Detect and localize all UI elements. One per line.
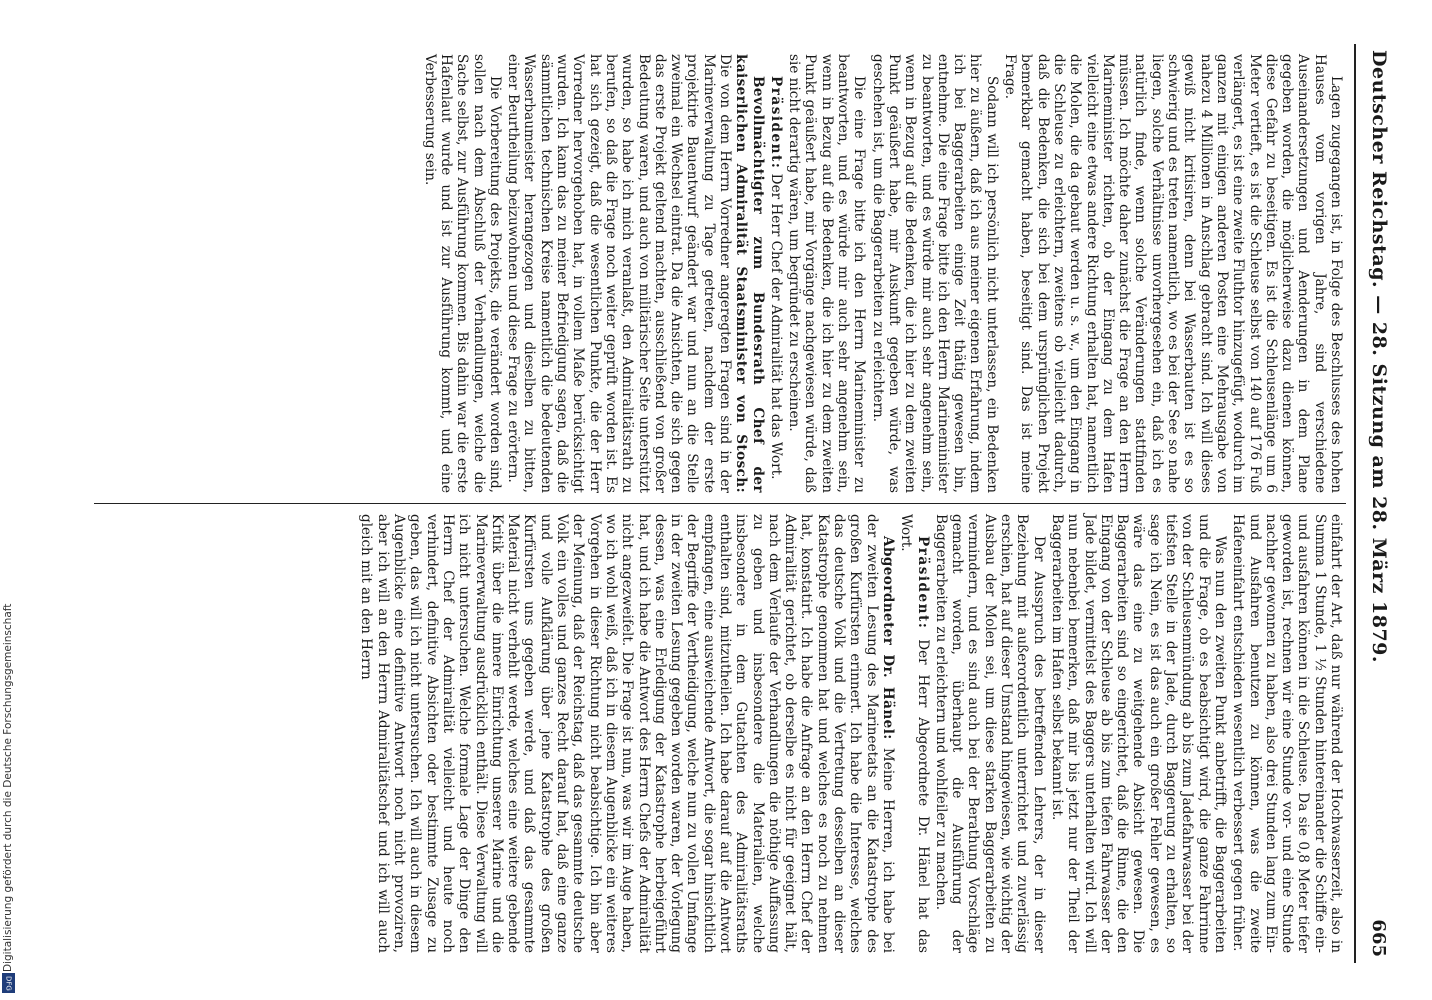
speech-text: Der Herr Chef der Admiralität hat das Wort. bbox=[767, 173, 784, 480]
left-column bbox=[90, 44, 1350, 503]
speech-text: Der Herr Abgeordnete Dr. Hänel hat das Wort. bbox=[898, 514, 931, 954]
president-remark bbox=[898, 514, 931, 953]
speech-text: Die von dem Herrn Vorredner angeregten Fragen sind in der Marineverwaltung zu Tage getreten, nachdem der erste projektirte Bauentwurf geändert war und nun an die Stelle zweimal ein Wechsel eintrat. Da die Ansichten, die sich gegen das erste Projekt geltend machten, ausschließend von großer Bedeutung waren, und auch von militärischer Seite unterstützt wurden, so habe ich mich veranlaßt, den Admiralitätsrath zu berufen, so daß die Frage noch weiter geprüft worden ist. Es hat sich gezeigt, daß die wesentlichen Punkte, die der Herr Vorredner hervorgehoben hat, in vollem Maße berücksichtigt wurden. Ich kann das zu meiner Befriedigung sagen, daß die sämmtlichen technischen Kreise namentlich die bedeutenden Wasserbaumeister herangezogen und dieselben zu bitten, einer Beurtheilung beizuwohnen und diese Frage zu erörtern. bbox=[505, 54, 734, 493]
speech-text: Meine Herren, ich habe bei der zweiten Lesung des Marineetats an die Katastrophe des großen Kurfürsten erinnert. Ich habe die Interesse, welches das deutsche Volk und die Vertretung desselben an dieser Katastrophe genommen hat und welches es noch zu nehmen hat, konstatirt. Ich habe die Anfrage an den Herrn Chef der Admiralität gerichtet, ob derselbe es nicht für geeignet hält, nach dem Verlaufe der Verhandlungen die nöthige Auffassung zu geben und insbesondere die Materialien, welche insbesondere in dem Gutachten des Admiralitätsraths enthalten sind, mitzutheilen. Ich habe darauf auf die Antwort empfangen, eine ausweichende Antwort, die sogar hinsichtlich der Begriffe der Vertheidigung, welche nun zu vollen Umfange in der zweiten Lesung gegeben worden waren, der Vorlegung dessen, was eine Erledigung der Katastrophe herbeigeführt hat, und ich habe die Antwort des Herrn Chefs der Admiralität nicht angezweifelt. Die Frage ist nun, was wir im Auge haben, wo ich wohl weiß, daß ich in diesem Augenblicke ein weiteres Vorgehen in dieser Richtung nicht beabsichtige. Ich bin aber der Meinung, daß der Reichstag, daß das gesammte deutsche Volk ein volles und ganzes Recht darauf hat, daß eine ganze und volle Aufklärung über jene Katastrophe des großen Kurfürsten uns gegeben werde, und daß das gesammte Material nicht verhehlt werde, welches eine weitere gebende Kritik über die innere Einrichtung unserer Marine und die Marineverwaltung ausdrücklich enthält. Diese Verwaltung will ich nicht untersuchen. Welche formale Lage der Dinge den Herrn Chef der Admiralität vielleicht und heute noch verhindert, definitive Absichten oder bestimmte Zusage zu geben, das will ich nicht untersuchen. Ich will auch in diesem Augenblicke eine definitive Antwort noch nicht provoziren, aber ich will an den Herrn Admiralitätschef und ich will auch gleich mit an den Herrn bbox=[358, 514, 896, 954]
page-number: 665 bbox=[1368, 919, 1389, 957]
speaker-label: Präsident: bbox=[767, 76, 784, 170]
right-column bbox=[90, 504, 1350, 963]
dfg-logo: DFG bbox=[2, 973, 15, 993]
paragraph: einfahrt der Art, daß nur während der Hochwasserzeit, also in Summa 1 Stunde, 1 ½ Stunden hintereinander die Schiffe ein- und ausfahren können in die Schleuse. Da sie 0,8 Meter tiefer geworden ist, rechnen wir eine Stunde vor- und eine Stunde nachher gewonnen zu haben, also drei Stunden lang zum Ein- und Ausfahren benutzen zu können, was die zweite Hafeneinfahrt entschieden wesentlich verbessert gegen früher. bbox=[1230, 514, 1344, 953]
page-title: Deutscher Reichstag. — 28. Sitzung am 28. März 1879. bbox=[1368, 50, 1390, 663]
speaker-label: Bevollmächtigter zum Bundesrath Chef der kaiserlichen Admiralität Staatsminister von Stosch: bbox=[733, 54, 766, 493]
paragraph: Die eine Frage bitte ich den Herrn Marineminister zu beantworten, und es würde mir auch sehr angenehm sein, wenn in Bezug auf die Bedenken, die ich hier zu dem zweiten Punkt geäußert habe, mir Vorgänge nachgewiesen würde, daß sie nicht derartig wären, um begründet zu erscheinen. bbox=[786, 54, 868, 493]
speaker-label: Präsident: bbox=[914, 536, 931, 630]
paragraph: Der Ausspruch des betreffenden Lehrers, der in dieser Beziehung mit außerordentlich unterrichtet und zuverlässig erschien, hat auf dieser Umstand hingewiesen, wie wichtig der Ausbau der Molen sei, um diese starken Baggerarbeiten zu vermindern, und es sind auch bei der Berathung Vorschläge gemacht worden, überhaupt die Ausführung der Baggerarbeiten zu erleichtern und wohlfeiler zu machen. bbox=[932, 514, 1047, 953]
page-header bbox=[1354, 44, 1390, 963]
rotated-document-page bbox=[80, 26, 1398, 981]
speaker-label: Abgeordneter Dr. Hänel: bbox=[879, 536, 896, 740]
president-remark bbox=[768, 54, 784, 493]
paragraph: Die Vorbereitung des Projekts, die verändert worden sind, sollen nach dem Abschluß der Verhandlungen, welche die Sache selbst, zur Ausführung kommen. Bis dahin war die erste Hafenlaut wurde und ist zur Ausführung kommt, und eine Verbesserung sein. bbox=[421, 54, 503, 493]
paragraph: Sodann will ich persönlich nicht unterlassen, ein Bedenken hier zu äußern, daß ich aus meiner eigenen Erfahrung, indem ich bei Baggerarbeiten einige Zeit thätig gewesen bin, entnehme. Die eine Frage bitte ich den Herrn Marineminister zu beantworten, und es würde mir auch sehr angenehm sein, wenn in Bezug auf die Bedenken, die ich hier zu dem zweiten Punkt geäußert habe, mir Auskunft gegeben würde, was geschehen ist, um die Baggerarbeiten zu erleichtern. bbox=[869, 54, 1000, 493]
haenel-speech bbox=[358, 514, 896, 953]
paragraph: Was nun den zweiten Punkt anbetrifft, die Baggerarbeiten und die Frage, ob es beabsichtigt wird, die ganze Fahrrinne von der Schleusenmündung ab bis zum Jadefahrwasser bei der tiefsten Stelle in der Jade, durch Baggerung zu erhalten, so sage ich Nein, es ist das auch ein großer Fehler gewesen, es wäre das eine zu weitgehende Absicht gewesen. Die Baggerarbeiten sind so eingerichtet, daß die Rinne, die den Eingang von der Schleuse ab bis zum tiefen Fahrwasser der Jade bildet, vermittelst des Baggers unterhalten wird. Ich will nun nebenbei bemerken, daß mir bis jetzt nur der Theil der Baggerarbeiten im Hafen selbst bekannt ist. bbox=[1048, 514, 1228, 953]
text-columns bbox=[90, 44, 1350, 963]
digitization-credit: Digitalisierung gefördert durch die Deutsche Forschungsgemeinschaft bbox=[2, 603, 14, 972]
paragraph: Lagen zugegangen ist, in Folge des Beschlusses des hohen Hauses vom vorigen Jahre, sind verschiedene Auseinandersetzungen und Aenderungen in dem Plane gegeben worden, die möglicherweise dazu dienen können, diese Gefahr zu beseitigen. Es ist die Schleusenlänge um 6 Meter vertieft, es ist die Schleuse selbst von 140 auf 176 Fuß verlängert, es ist eine zweite Fluthtor hinzugefügt, wodurch im ganzen mit einigen anderen Posten eine Mehrausgabe von nahezu 4 Millionen in Anschlag gebracht sind. Ich will dieses gewiß nicht kritisiren, denn bei Wasserbauten ist es so schwierig und es treten namentlich, wo es bei der See so nahe liegen, solche Verhältnisse unvorhergesehen ein, daß ich es natürlich finde, wenn solche Veränderungen stattfinden müssen. Ich möchte daher zunächst die Frage an den Herrn Marineminister richten, ob der Eingang zu dem Hafen vielleicht eine etwas andere Richtung erhalten hat, namentlich die Molen, die da gebaut werden u. s. w., um den Eingang in die Schleuse zu erleichtern, zweitens ob vielleicht dadurch, daß die Bedenken, die sich bei dem ursprünglichen Projekt bemerkbar gemacht haben, beseitigt sind. Das ist meine Frage. bbox=[1002, 54, 1344, 493]
minister-speech bbox=[505, 54, 766, 493]
